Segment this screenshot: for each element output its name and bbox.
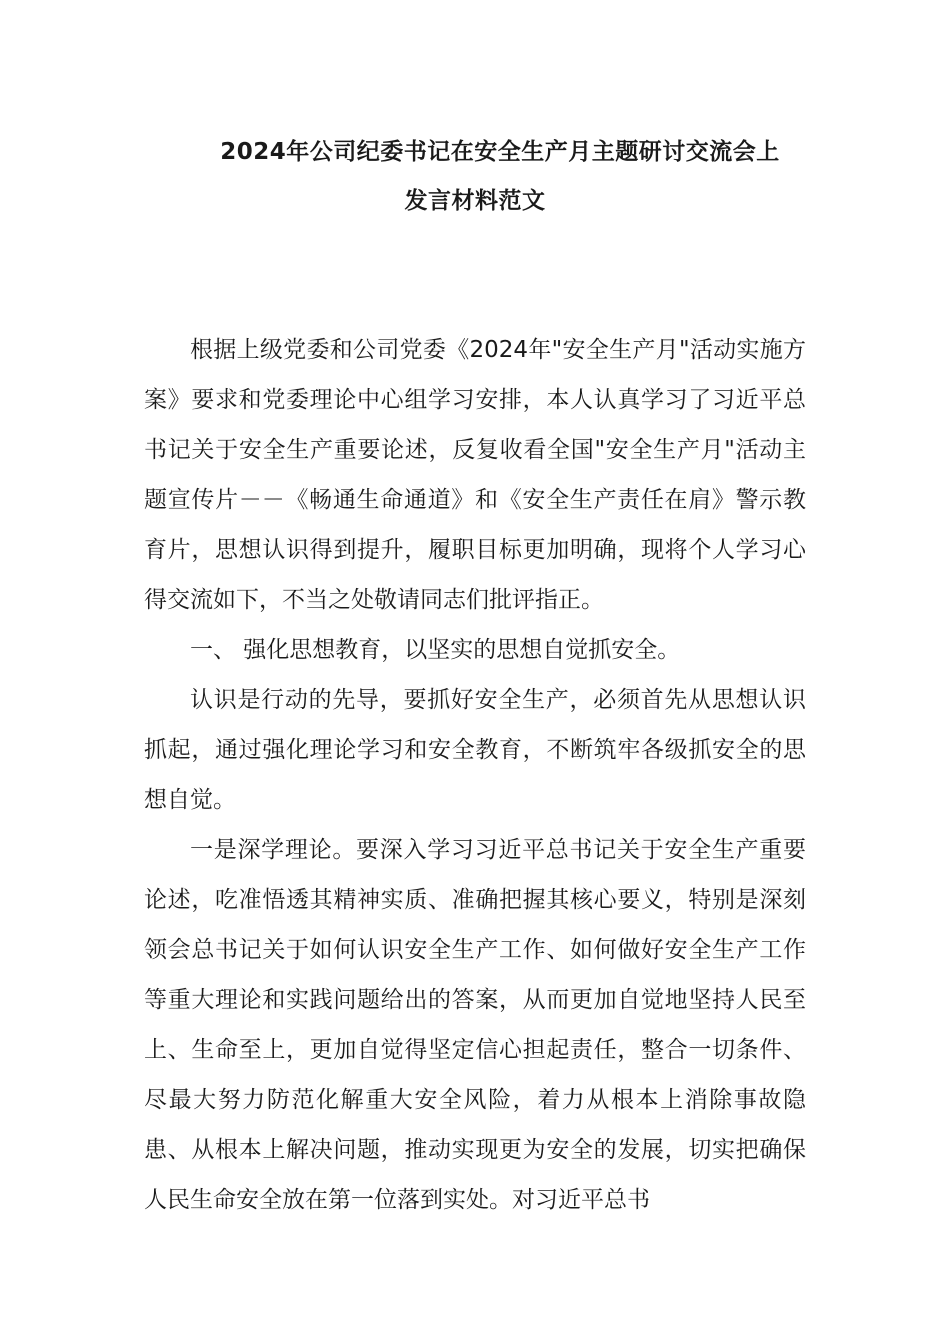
- document-title-line-1: 2024年公司纪委书记在安全生产月主题研讨交流会上: [220, 139, 780, 165]
- paragraph-intro: 根据上级党委和公司党委《2024年"安全生产月"活动实施方案》要求和党委理论中心组学习安排，本人认真学习了习近平总书记关于安全生产重要论述，反复收看全国"安全生产月"活动主题宣传片－－《畅通生命通道》和《安全生产责任在肩》警示教育片，思想认识得到提升，履职目标更加明确，现将个人学习心得交流如下，不当之处敬请同志们批评指正。: [144, 337, 806, 613]
- document-body: [144, 325, 806, 1225]
- section-heading-1: 一、 强化思想教育，以坚实的思想自觉抓安全。: [190, 637, 681, 663]
- document-title-line-2: 发言材料范文: [404, 188, 546, 214]
- paragraph-section-1-intro: 认识是行动的先导，要抓好安全生产，必须首先从思想认识抓起，通过强化理论学习和安全教育，不断筑牢各级抓安全的思想自觉。: [144, 687, 806, 813]
- paragraph-deep-study: 一是深学理论。要深入学习习近平总书记关于安全生产重要论述，吃准悟透其精神实质、准确把握其核心要义，特别是深刻领会总书记关于如何认识安全生产工作、如何做好安全生产工作等重大理论和实践问题给出的答案，从而更加自觉地坚持人民至上、生命至上，更加自觉得坚定信心担起责任，整合一切条件、尽最大努力防范化解重大安全风险，着力从根本上消除事故隐患、从根本上解决问题，推动实现更为安全的发展，切实把确保人民生命安全放在第一位落到实处。对习近平总书: [144, 837, 806, 1213]
